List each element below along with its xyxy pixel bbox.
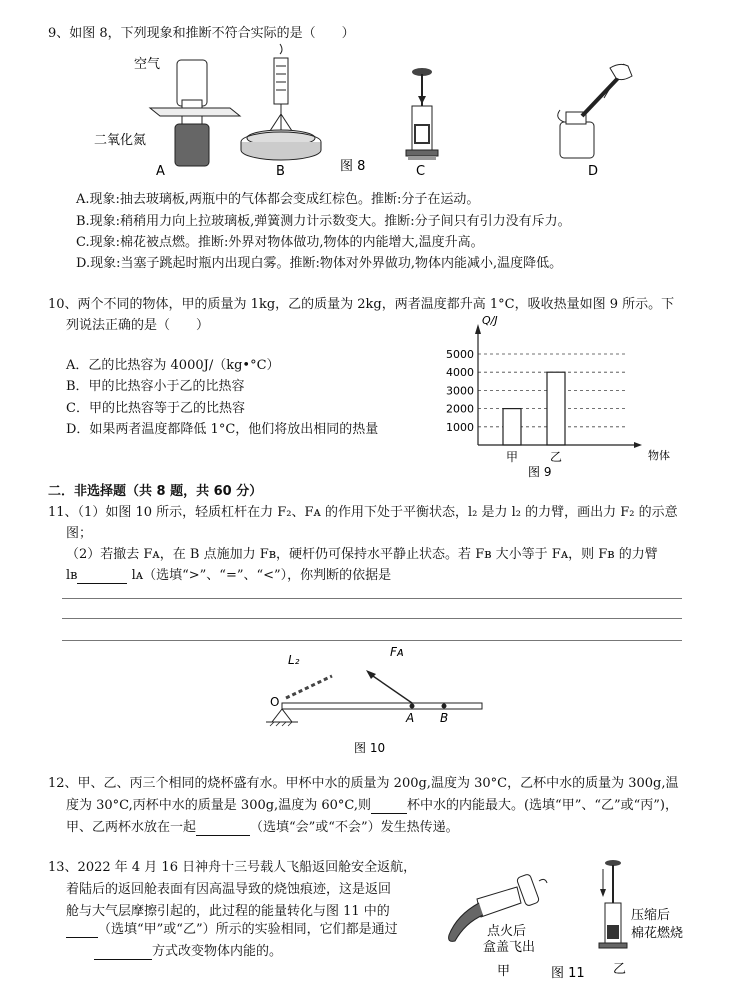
q12-line1: 12、甲、乙、丙三个相同的烧杯盛有水。甲杯中水的质量为 200g,温度为 30°C，乙杯中水的质量为 300g,温 (48, 776, 679, 791)
chart9-xlabel: 物体 (648, 449, 670, 462)
q13-line2: 着陆后的返回舱表面有因高温导致的烧蚀痕迹，这是返回 (66, 882, 392, 897)
chart9-ytick-label: 4000 (446, 366, 474, 380)
fig10-rod (282, 703, 482, 709)
fig10-point-a (410, 704, 415, 709)
fig8-letter-b: B (276, 164, 285, 179)
q11-line4 (66, 564, 391, 584)
q11-line2: 图； (66, 526, 93, 541)
fig8-a-bottles (150, 60, 240, 166)
q12-line3-a: 甲、乙两杯水放在一起 (66, 820, 197, 835)
fig8-b-spring-scale (241, 44, 321, 160)
q13-line4-b: （选填“甲”或“乙”）所示的实验相同，它们都是通过 (98, 922, 398, 937)
fig8-d-bottle-pump (558, 64, 632, 158)
figure-11 (435, 855, 697, 983)
q10-option-c: C．甲的比热容等于乙的比热容 (66, 401, 245, 416)
q10-option-d: D．如果两者温度都降低 1°C，他们将放出相同的热量 (66, 422, 379, 437)
fig10-label-l2: L₂ (288, 653, 300, 667)
q10-stem-line1: 10、两个不同的物体，甲的质量为 1kg，乙的质量为 2kg，两者温度都升高 1°C，吸收热量如图 9 所示。下 (48, 297, 675, 312)
q11-line1: 11、（1）如图 10 所示，轻质杠杆在力 F₂、Fᴀ 的作用下处于平衡状态，l₂ 是力 l₂ 的力臂，画出力 F₂ 的示意 (48, 505, 678, 520)
fig10-point-b (442, 704, 447, 709)
fig8-caption: 图 8 (340, 159, 366, 174)
q12-blank-1[interactable] (371, 798, 407, 814)
q13-line1: 13、2022 年 4 月 16 日神舟十三号载人飞船返回舱安全返航， (48, 860, 417, 875)
q13-line3: 舱与大气层摩擦引起的，此过程的能量转化与图 11 中的 (66, 904, 390, 919)
figure-9-chart (440, 312, 680, 482)
figure-8 (90, 40, 650, 180)
fig11-yi: 乙 (613, 962, 627, 977)
q10-option-a: A．乙的比热容为 4000J/（kg•°C） (66, 358, 280, 373)
fig11-yi-label-2: 棉花燃烧 (631, 926, 684, 941)
fig10-fa-arrow (370, 674, 412, 703)
fig8-letter-d: D (588, 164, 599, 179)
chart9-bar-1 (547, 372, 565, 445)
q13-blank-2[interactable] (94, 944, 152, 960)
q11-line3: （2）若撤去 Fᴀ，在 B 点施加力 Fʙ，硬杆仍可保持水平静止状态。若 Fʙ 大小等于 Fᴀ，则 Fʙ 的力臂 (66, 547, 658, 562)
chart9-y-arrow (475, 324, 481, 334)
fig10-label-b: B (440, 711, 449, 725)
fig10-label-a: A (406, 711, 415, 725)
q11-blank-compare[interactable] (77, 568, 127, 584)
chart9-ylabel: Q/J (482, 314, 498, 327)
q11-answer-line-1[interactable] (62, 598, 682, 599)
chart9-category-label: 甲 (505, 450, 519, 464)
chart9-category-label: 乙 (549, 450, 563, 464)
q9-stem: 9、如图 8，下列现象和推断不符合实际的是（ ） (48, 26, 355, 41)
chart9-bar-0 (503, 409, 521, 445)
fig8-label-no2: 二氧化氮 (94, 133, 147, 148)
q9-option-d: D.现象:当塞子跳起时瓶内出现白雾。推断:物体对外界做功,物体内能减小,温度降低。 (76, 256, 563, 271)
fig8-letter-c: C (416, 164, 426, 179)
fig11-jia: 甲 (497, 964, 511, 979)
section2-title: 二．非选择题（共 8 题，共 60 分） (48, 484, 263, 499)
chart9-ytick-label: 5000 (446, 348, 474, 361)
fig11-yi-compression-tube (599, 860, 627, 948)
q10-stem-line2: 列说法正确的是（ ） (66, 318, 210, 333)
chart9-ytick-label: 3000 (446, 384, 474, 398)
q9-option-a: A.现象:抽去玻璃板,两瓶中的气体都会变成红棕色。推断:分子在运动。 (76, 192, 480, 207)
fig10-l2-arm (286, 676, 332, 698)
fig8-label-air: 空气 (134, 57, 161, 72)
fig10-label-o: O (270, 695, 280, 709)
chart9-x-arrow (634, 442, 642, 448)
fig8-letter-a: A (156, 164, 165, 179)
fig10-caption: 图 10 (354, 741, 386, 755)
q9-option-b: B.现象:稍稍用力向上拉玻璃板,弹簧测力计示数变大。推断:分子间只有引力没有斥力。 (76, 214, 571, 229)
q11-answer-line-2[interactable] (62, 618, 682, 619)
q13-line5 (94, 940, 282, 960)
fig10-label-fa: Fᴀ (390, 645, 405, 659)
q13-line4 (66, 918, 398, 938)
q12-line2 (66, 794, 678, 814)
q12-line2-b: 杯中水的内能最大。(选填“甲”、“乙”或“丙”)， (406, 798, 679, 813)
fig11-caption: 图 11 (551, 966, 585, 981)
q12-blank-2[interactable] (196, 820, 250, 836)
chart9-ytick-label: 1000 (446, 420, 474, 434)
q10-option-b: B．甲的比热容小于乙的比热容 (66, 379, 245, 394)
fig10-pivot (272, 709, 292, 722)
figure-10-lever (260, 640, 500, 760)
fig8-c-compression-tube (406, 68, 438, 160)
q11-la-text: lᴀ（选填“>”、“=”、“<”），你判断的依据是 (131, 568, 392, 583)
q11-lb-label: lʙ (66, 568, 78, 583)
q13-blank-1[interactable] (66, 922, 98, 938)
q12-line2-a: 度为 30°C,丙杯中水的质量是 300g,温度为 60°C,则 (66, 798, 371, 813)
q12-line3-b: （选填“会”或“不会”）发生热传递。 (250, 820, 459, 835)
fig11-yi-label-1: 压缩后 (631, 908, 671, 923)
chart9-caption: 图 9 (528, 465, 552, 479)
q12-line3 (66, 816, 459, 836)
fig11-jia-label-2: 盒盖飞出 (483, 940, 536, 955)
q13-line5-b: 方式改变物体内能的。 (152, 944, 283, 959)
fig11-jia-label-1: 点火后 (487, 924, 527, 939)
chart9-ytick-label: 2000 (446, 402, 474, 416)
q9-option-c: C.现象:棉花被点燃。推断:外界对物体做功,物体的内能增大,温度升高。 (76, 235, 484, 250)
